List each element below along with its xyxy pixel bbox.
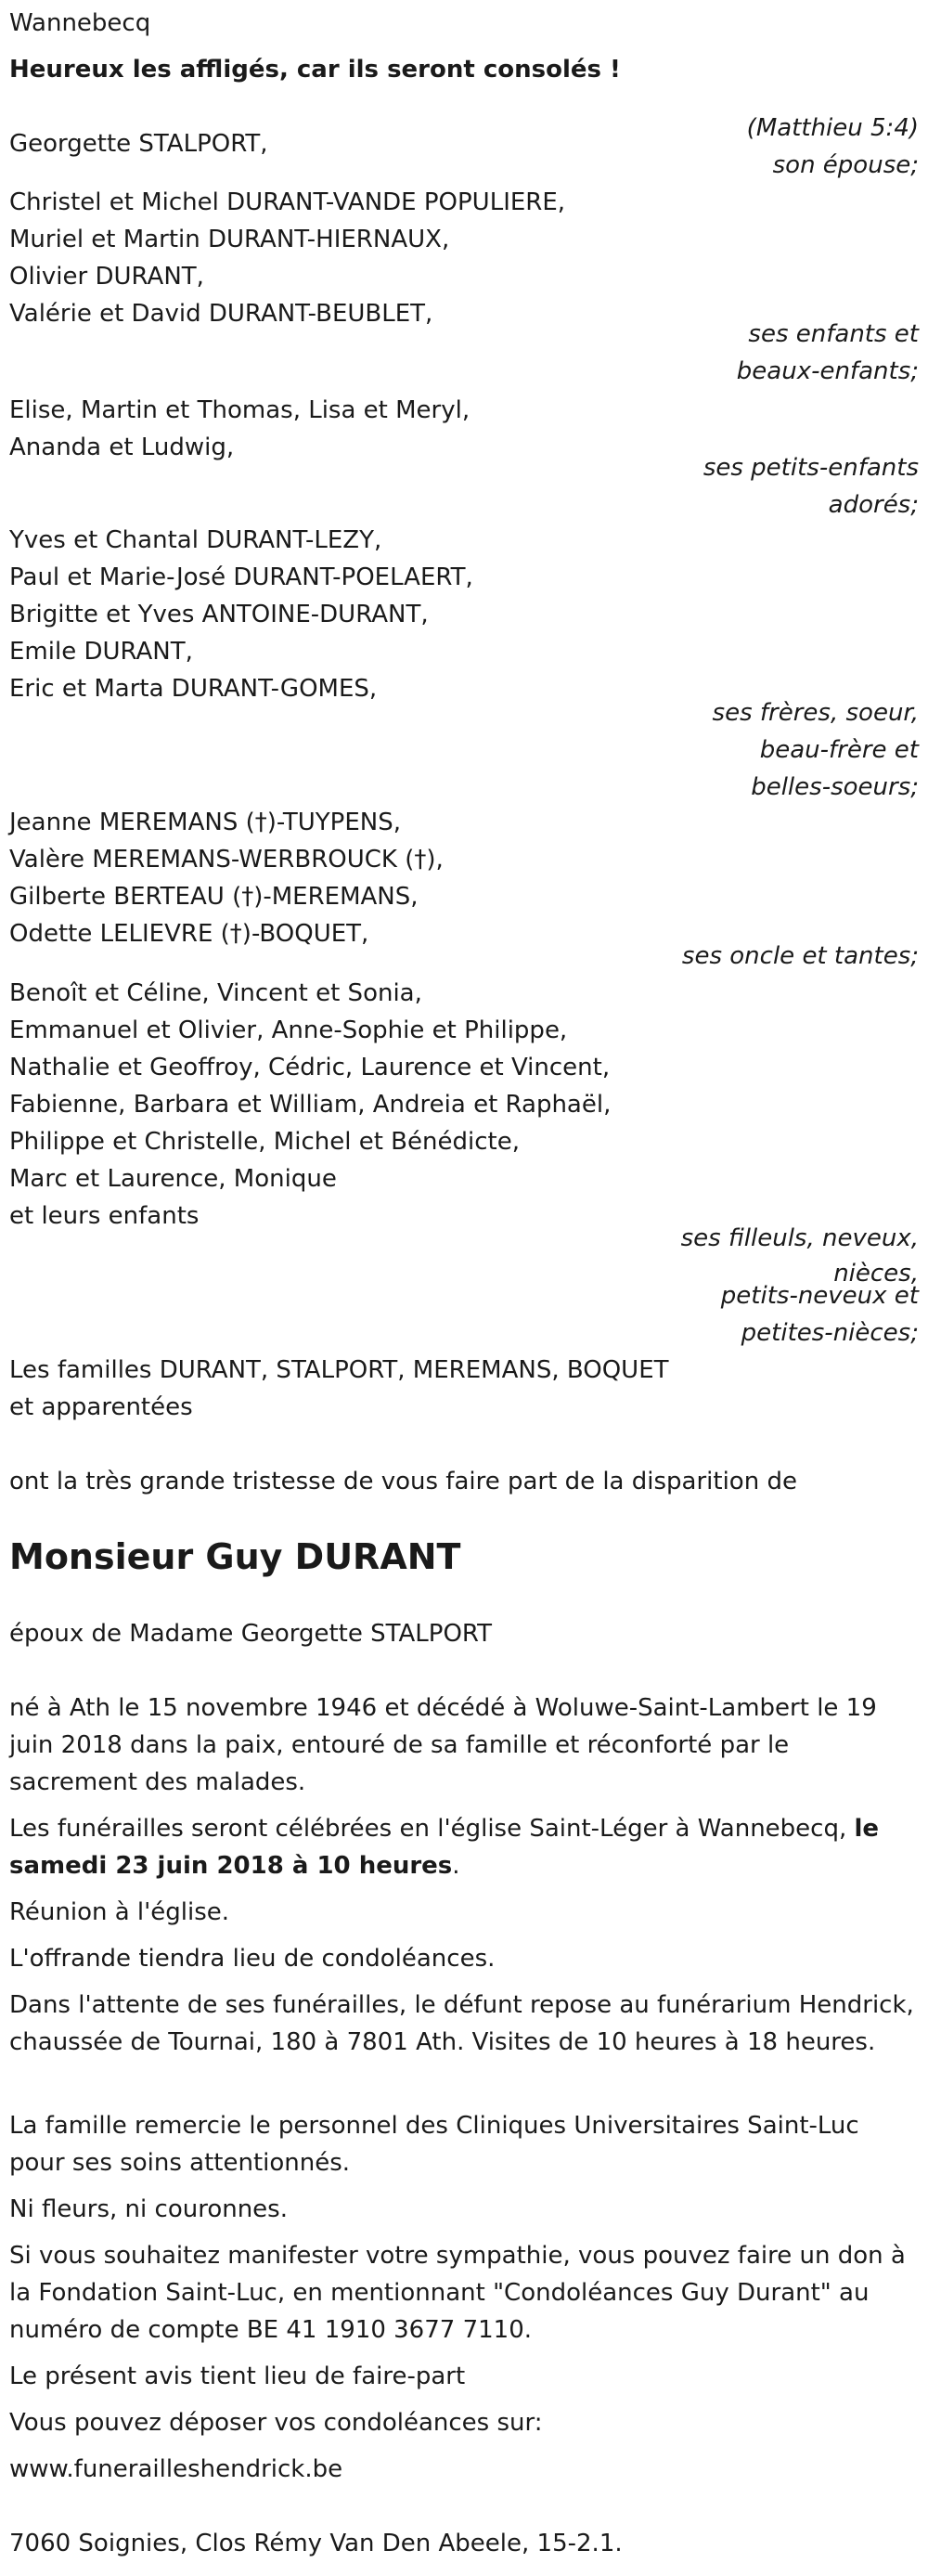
family-name: Marc et Laurence, Monique (9, 1165, 337, 1193)
relation-label: belles-soeurs; (751, 773, 919, 801)
relation-label: beau-frère et (759, 736, 919, 764)
thanks-paragraph: La famille remercie le personnel des Cliniques Universitaires Saint-Luc pour ses soins attentionnés. (9, 2112, 859, 2177)
family-name: Elise, Martin et Thomas, Lisa et Meryl, (9, 396, 470, 424)
offering-paragraph: L'offrande tiendra lieu de condoléances. (9, 1945, 496, 1973)
announcement-text: ont la très grande tristesse de vous faire part de la disparition de (9, 1468, 797, 1495)
bible-quote: Heureux les affligés, car ils seront consolés ! (9, 56, 621, 84)
relation-label: ses oncle et tantes; (681, 942, 919, 970)
family-name: Jeanne MEREMANS (†)-TUYPENS, (9, 809, 402, 836)
family-name: Muriel et Martin DURANT-HIERNAUX, (9, 226, 450, 253)
family-name: Christel et Michel DURANT-VANDE POPULIERE, (9, 188, 566, 216)
family-name: Emile DURANT, (9, 638, 193, 666)
family-name: Brigitte et Yves ANTOINE-DURANT, (9, 601, 429, 628)
funeral-end: . (452, 1852, 460, 1880)
funerarium-paragraph: Dans l'attente de ses funérailles, le défunt repose au funérarium Hendrick, chaussée de Tournai, 180 à 7801 Ath. Visites de 10 heures à 18 heures. (9, 1991, 914, 2056)
relation-label: ses filleuls, neveux, (680, 1224, 919, 1252)
condolences-paragraph: Vous pouvez déposer vos condoléances sur: (9, 2409, 543, 2437)
family-name: Valère MEREMANS-WERBROUCK (†), (9, 846, 444, 874)
family-name: Philippe et Christelle, Michel et Bénédicte, (9, 1128, 520, 1156)
spouse-line: époux de Madame Georgette STALPORT (9, 1620, 492, 1648)
family-name: Ananda et Ludwig, (9, 434, 235, 461)
funeral-text: Les funérailles seront célébrées en l'église Saint-Léger à Wannebecq, (9, 1815, 855, 1843)
meeting-paragraph: Réunion à l'église. (9, 1898, 230, 1926)
funeral-date: le samedi 23 juin 2018 à 10 heures (9, 1815, 880, 1880)
family-name: Georgette STALPORT, (9, 130, 268, 158)
family-name: Benoît et Céline, Vincent et Sonia, (9, 979, 422, 1007)
relation-label: petits-neveux et (720, 1282, 919, 1310)
family-name: et leurs enfants (9, 1202, 200, 1230)
address-line: 7060 Soignies, Clos Rémy Van Den Abeele, 15-2.1. (9, 2530, 623, 2557)
relation-label: nièces, (833, 1260, 919, 1288)
families-line: et apparentées (9, 1393, 193, 1421)
no-flowers-paragraph: Ni fleurs, ni couronnes. (9, 2195, 288, 2223)
funeral-paragraph (9, 1810, 914, 1884)
notice-paragraph: Le présent avis tient lieu de faire-part (9, 2362, 466, 2390)
relation-label: ses frères, soeur, (712, 699, 919, 727)
family-name: Odette LELIEVRE (†)-BOQUET, (9, 920, 369, 948)
location-label: Wannebecq (9, 9, 151, 37)
family-name: Emmanuel et Olivier, Anne-Sophie et Philippe, (9, 1016, 568, 1044)
relation-label: beaux-enfants; (736, 357, 919, 385)
quote-reference: (Matthieu 5:4) (746, 114, 919, 142)
birth-death-paragraph: né à Ath le 15 novembre 1946 et décédé à Woluwe-Saint-Lambert le 19 juin 2018 dans la paix, entouré de sa famille et réconforté par le sacrement des malades. (9, 1694, 877, 1796)
website-link[interactable]: www.funerailleshendrick.be (9, 2455, 343, 2483)
families-line: Les familles DURANT, STALPORT, MEREMANS, BOQUET (9, 1356, 669, 1384)
family-name: Gilberte BERTEAU (†)-MEREMANS, (9, 883, 419, 911)
relation-label: adorés; (828, 491, 919, 519)
family-name: Valérie et David DURANT-BEUBLET, (9, 300, 433, 328)
relation-label: ses petits-enfants (702, 454, 919, 482)
family-name: Yves et Chantal DURANT-LEZY, (9, 526, 382, 554)
donation-paragraph: Si vous souhaitez manifester votre sympathie, vous pouvez faire un don à la Fondation Saint-Luc, en mentionnant "Condoléances Guy Durant" au numéro de compte BE 41 1910 3677 7110. (9, 2242, 906, 2344)
family-name: Olivier DURANT, (9, 263, 204, 291)
family-name: Fabienne, Barbara et William, Andreia et Raphaël, (9, 1091, 612, 1119)
relation-label: petites-nièces; (741, 1319, 919, 1347)
relation-label: ses enfants et (748, 320, 919, 348)
deceased-name: Monsieur Guy DURANT (9, 1536, 461, 1577)
family-name: Nathalie et Geoffroy, Cédric, Laurence et Vincent, (9, 1054, 611, 1081)
relation-label: son épouse; (772, 151, 919, 179)
family-name: Paul et Marie-José DURANT-POELAERT, (9, 563, 473, 591)
family-name: Eric et Marta DURANT-GOMES, (9, 675, 378, 703)
